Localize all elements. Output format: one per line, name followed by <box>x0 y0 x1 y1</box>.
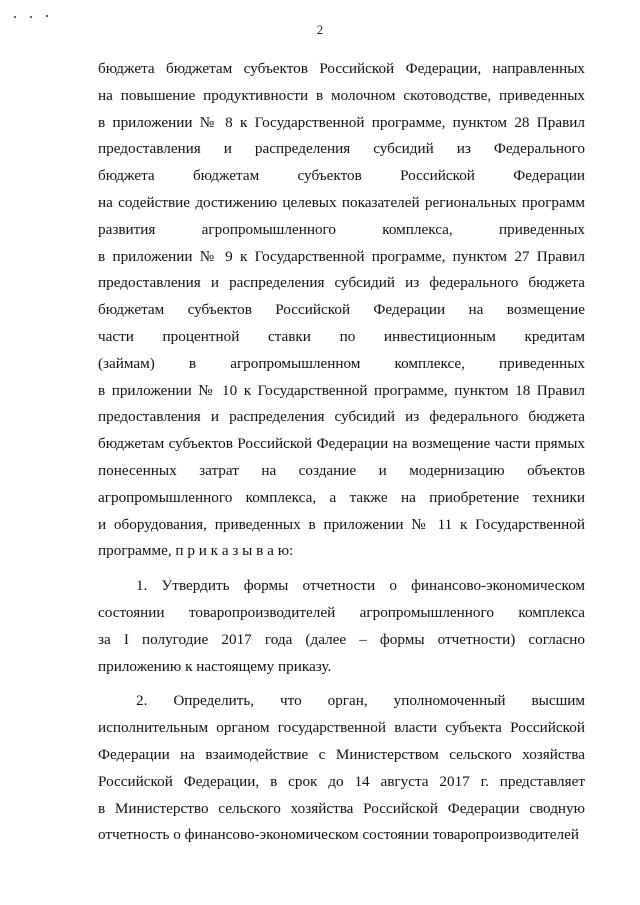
text-line: части процентной ставки по инвестиционным кредитам <box>98 327 585 345</box>
text-line: бюджетам субъектов Российской Федерации на возмещение <box>98 301 585 319</box>
paragraph-gap <box>98 680 585 688</box>
scan-mark <box>30 16 32 18</box>
text-line: бюджета бюджетам субъектов Российской Федерации, направленных <box>98 60 585 77</box>
text-line: бюджета бюджетам субъектов Российской Федерации <box>98 167 585 185</box>
text-line: развития агропромышленного комплекса, приведенных <box>98 220 585 238</box>
text-line: приложению к настоящему приказу. <box>98 657 332 675</box>
scan-mark <box>46 15 48 17</box>
text-line: отчетность о финансово-экономическом состоянии товаропроизводителей <box>98 826 579 844</box>
paragraph <box>98 688 585 849</box>
text-line: в приложении № 8 к Государственной программе, пунктом 28 Правил <box>98 113 585 131</box>
page-number: 2 <box>316 22 324 37</box>
paragraph <box>98 573 585 680</box>
text-line: на содействие достижению целевых показателей региональных программ <box>98 193 585 211</box>
text-line: Российской Федерации, в срок до 14 августа 2017 г. представляет <box>98 772 585 790</box>
paragraph-gap <box>98 565 585 573</box>
document-body <box>98 56 585 849</box>
text-line: состоянии товаропроизводителей агропромышленного комплекса <box>98 603 585 621</box>
text-line: 2. Определить, что орган, уполномоченный высшим <box>136 692 585 710</box>
text-line: предоставления и распределения субсидий из федерального бюджета <box>98 408 585 426</box>
text-line: предоставления и распределения субсидий из федерального бюджета <box>98 274 585 292</box>
paragraph <box>98 56 585 565</box>
scan-mark <box>14 16 16 18</box>
text-line: и оборудования, приведенных в приложении № 11 к Государственной <box>98 515 585 533</box>
text-line: в приложении № 10 к Государственной программе, пунктом 18 Правил <box>98 381 585 399</box>
text-line: на повышение продуктивности в молочном скотоводстве, приведенных <box>98 86 585 104</box>
text-line: за I полугодие 2017 года (далее – формы отчетности) согласно <box>98 630 585 648</box>
text-line: 1. Утвердить формы отчетности о финансово-экономическом <box>136 577 585 595</box>
text-line: программе, п р и к а з ы в а ю: <box>98 542 294 560</box>
text-line: Федерации на взаимодействие с Министерством сельского хозяйства <box>98 745 585 763</box>
text-line: в приложении № 9 к Государственной программе, пунктом 27 Правил <box>98 247 585 265</box>
text-line: агропромышленного комплекса, а также на приобретение техники <box>98 488 585 506</box>
text-line: исполнительным органом государственной власти субъекта Российской <box>98 719 585 737</box>
text-line: предоставления и распределения субсидий из Федерального <box>98 140 585 158</box>
text-line: в Министерство сельского хозяйства Российской Федерации сводную <box>98 799 585 817</box>
text-line: (займам) в агропромышленном комплексе, приведенных <box>98 354 585 372</box>
text-line: бюджетам субъектов Российской Федерации на возмещение части прямых <box>98 435 585 453</box>
text-line: понесенных затрат на создание и модернизацию объектов <box>98 461 585 479</box>
